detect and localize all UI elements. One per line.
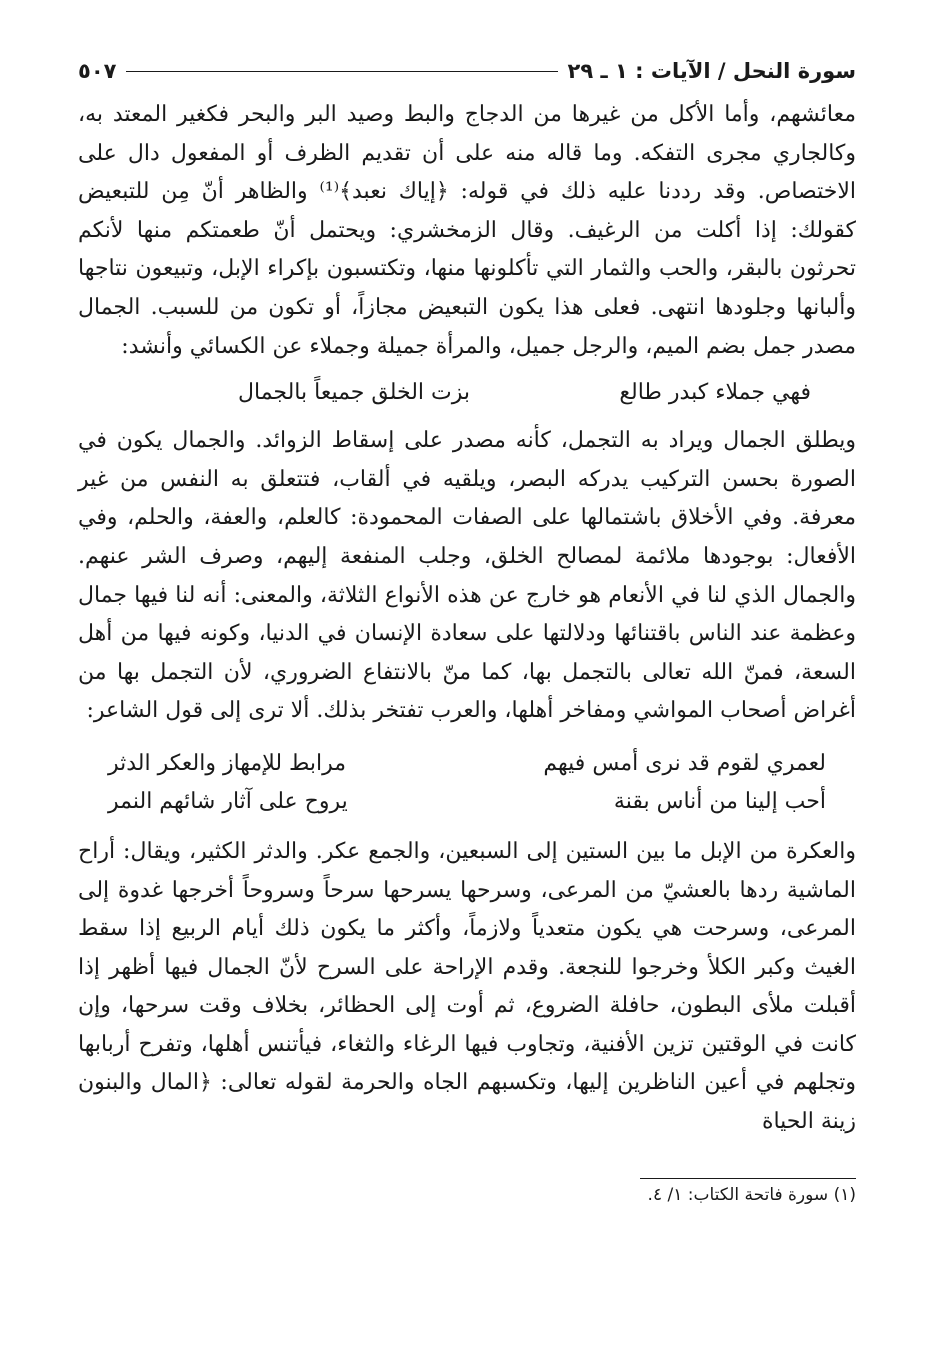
- header-rule: [126, 71, 557, 72]
- paragraph-2: ويطلق الجمال ويراد به التجمل، كأنه مصدر على إسقاط الزوائد. والجمال يكون في الصورة بحسن التركيب يدركه البصر، ويلقيه في ألقاب، فتتعلق به النفس من غير معرفة. وفي الأخلاق باشتمالها على الصفات المحمودة: كالعلم، والعفة، والحلم، وفي الأفعال: بوجودها ملائمة لمصالح الخلق، وجلب المنفعة إليهم، وصرف الشر عنهم. والجمال الذي لنا في الأنعام هو خارج عن هذه الأنواع الثلاثة، والمعنى: أنه لنا فيها جمال وعظمة عند الناس باقتنائها ودلالتها على سعادة الإنسان في الدنيا، وكونه فيها من أهل السعة، فمنّ الله تعالى بالتجمل بها، كما منّ بالانتفاع الضروري، لأن التجمل بها من أغراض أصحاب المواشي ومفاخر أهلها، والعرب تفتخر بذلك. ألا ترى إلى قول الشاعر:: [78, 428, 857, 724]
- couplet-2-first-hemistich: أحب إلينا من أناس بقنة: [613, 788, 826, 814]
- footnote-rule: [640, 1178, 856, 1179]
- verse-second-hemistich: بزت الخلق جميعاً بالجمال: [238, 380, 471, 406]
- couplet-2-second-hemistich: يروح على آثار شائهم النمر: [108, 788, 348, 814]
- book-page: [78, 52, 856, 1205]
- page-header: [78, 52, 856, 90]
- running-title: سورة النحل / الآيات : ١ ـ ٢٩: [567, 59, 856, 83]
- couplet-line-2: [108, 783, 826, 821]
- paragraph-3: والعكرة من الإبل ما بين الستين إلى السبعين، والجمع عكر. والدثر الكثير، ويقال: أراح الماشية ردها بالعشيّ من المرعى، وسرحها يسرحها سرحاً وسروحاً أخرجها غدوة إلى المرعى، وسرحت هي يكون متعدياً ولازماً، وأكثر ما يكون ذلك أيام الربيع إذا سقط الغيث وكبر الكلأ وخرجوا للنجعة. وقدم الإراحة على السرح لأنّ الجمال فيها أظهر إذا أقبلت ملأى البطون، حافلة الضروع، ثم أوت إلى الحظائر، بخلاف وقت سرحها، وإن كانت في الوقتين تزين الأفنية، وتجاوب فيها الرغاء والثغاء، فيأتنس أهلها، وتفرح أربابها وتجلهم في أعين الناظرين إليها، وتكسبهم الجاه والحرمة لقوله تعالى: ﴿المال والبنون زينة الحياة: [78, 838, 856, 1135]
- body-text: [78, 96, 856, 1142]
- couplet-1-second-hemistich: مرابط للإمهاز والعكر الدثر: [108, 750, 347, 776]
- verse-line: [78, 374, 856, 412]
- page-number: ٥٠٧: [78, 59, 117, 83]
- footnote: (١) سورة فاتحة الكتاب: ١/ ٤.: [647, 1184, 856, 1205]
- couplet-line-1: [108, 745, 826, 783]
- couplet-1-first-hemistich: لعمري لقوم قد نرى أمس فيهم: [543, 750, 826, 776]
- paragraph-1: معائشهم، وأما الأكل من غيرها من الدجاج والبط وصيد البر والبحر فكغير المعتد به، وكالجاري مجرى التفكه. وما قاله منه على أن تقديم الظرف أو المفعول دال على الاختصاص. وقد رددنا عليه ذلك في قوله: ﴿إياك نعبد﴾⁽¹⁾ والظاهر أنّ مِن للتبعيض كقولك: إذا أكلت من الرغيف. وقال الزمخشري: ويحتمل أنّ طعمتكم منها لأنكم تحرثون بالبقر، والحب والثمار التي تأكلونها منها، وتكتسبون بإكراء الإبل، وتبيعون نتاجها وألبانها وجلودها انتهى. فعلى هذا يكون التبعيض مجازاً، أو تكون من للسبب. الجمال مصدر جمل بضم الميم، والرجل جميل، والمرأة جميلة وجملاء عن الكسائي وأنشد:: [78, 102, 856, 359]
- verse-first-hemistich: فهي جملاء كبدر طالع: [619, 380, 811, 406]
